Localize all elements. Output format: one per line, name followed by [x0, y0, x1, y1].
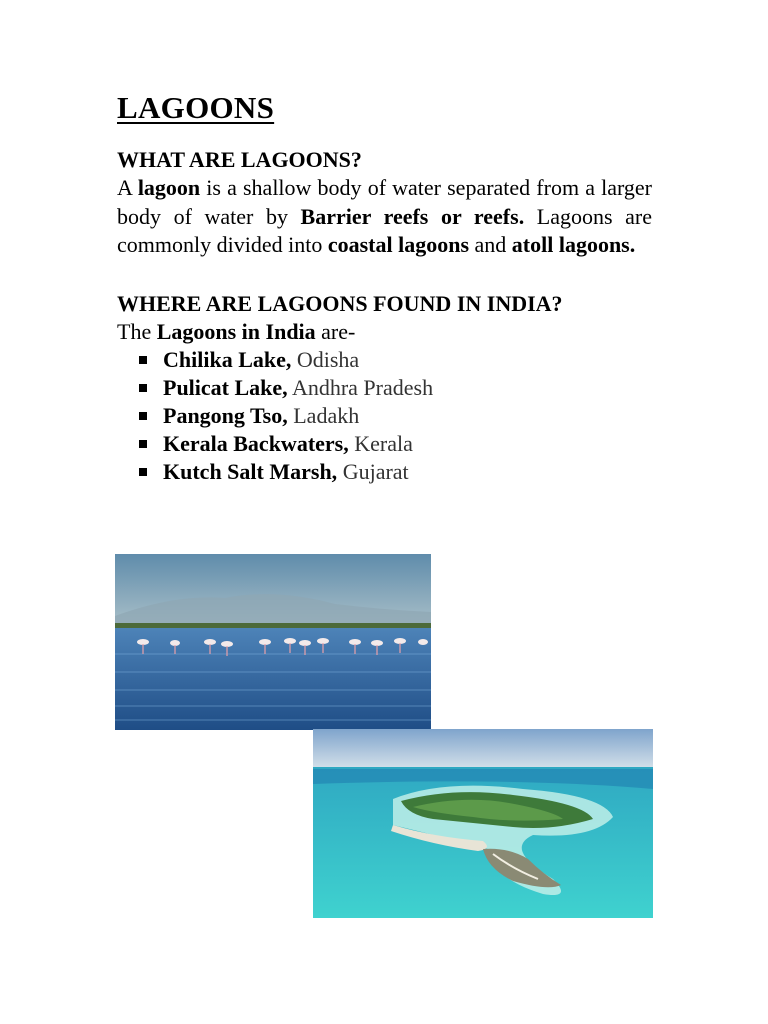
document-page [117, 88, 652, 486]
square-bullet-icon [139, 384, 147, 392]
definition-paragraph: A lagoon is a shallow body of water separated from a larger body of water by Barrier reefs or reefs. Lagoons are commonly divided into coastal lagoons and atoll lagoons. [117, 175, 653, 257]
list-item: Pulicat Lake, Andhra Pradesh [139, 374, 652, 402]
list-item: Kutch Salt Marsh, Gujarat [139, 458, 652, 486]
lagoon-list [117, 346, 652, 486]
list-item: Chilika Lake, Odisha [139, 346, 652, 374]
list-intro: The Lagoons in India are- [117, 318, 356, 344]
section-heading-what: WHAT ARE LAGOONS? [117, 147, 362, 172]
list-item: Kerala Backwaters, Kerala [139, 430, 652, 458]
square-bullet-icon [139, 412, 147, 420]
section-heading-where: WHERE ARE LAGOONS FOUND IN INDIA? [117, 290, 563, 316]
list-item: Pangong Tso, Ladakh [139, 402, 652, 430]
square-bullet-icon [139, 356, 147, 364]
square-bullet-icon [139, 440, 147, 448]
flamingo-lagoon-photo [115, 554, 431, 730]
square-bullet-icon [139, 468, 147, 476]
atoll-island-photo [313, 729, 653, 918]
page-title: LAGOONS [117, 90, 275, 125]
